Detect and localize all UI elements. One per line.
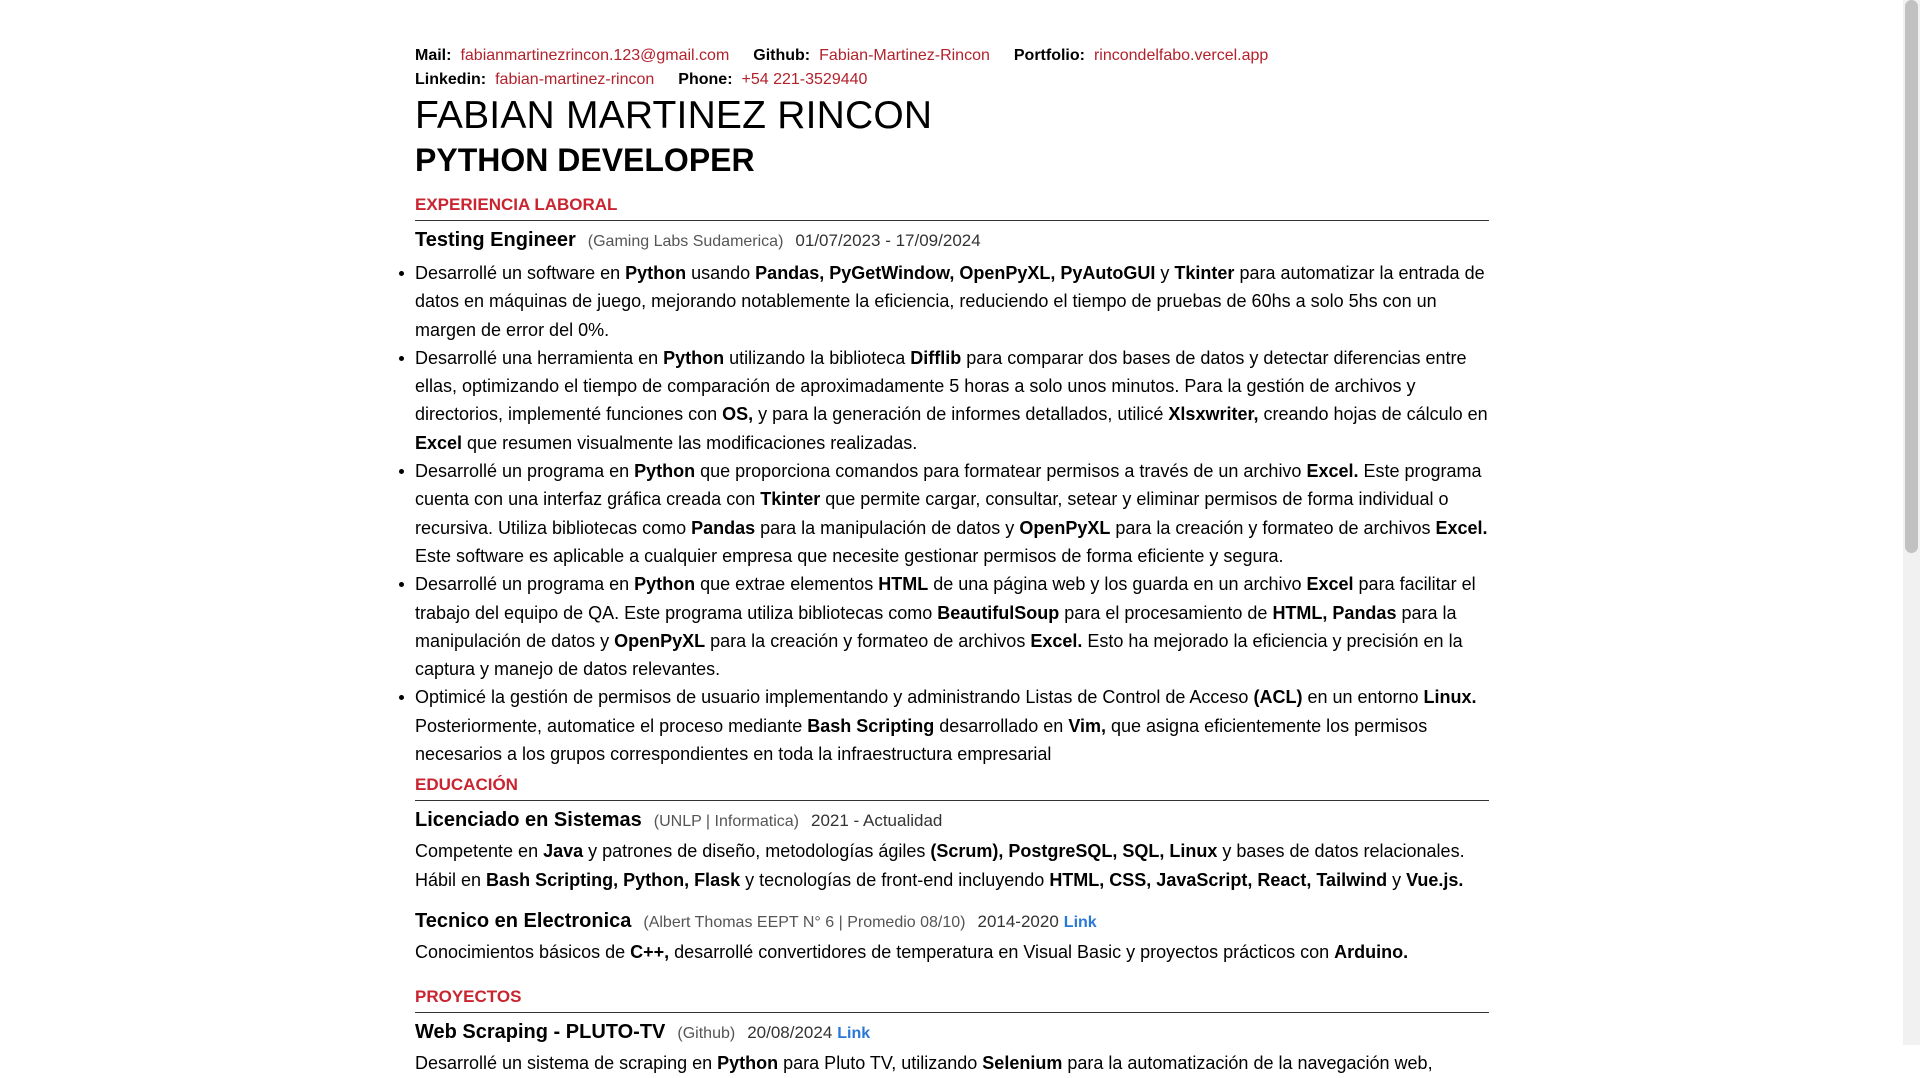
experience-bullet-list	[415, 259, 1489, 768]
highlighted-term: HTML, Pandas	[1272, 602, 1397, 623]
contact-linkedin	[415, 68, 654, 92]
highlighted-term: Bash Scripting	[807, 715, 935, 736]
contact-phone	[678, 68, 867, 92]
text-run: para la manipulación de datos y	[415, 602, 1457, 651]
text-run: Desarrollé una herramienta en	[415, 347, 664, 368]
contact-label: Linkedin:	[415, 71, 487, 88]
experience-bullet	[415, 570, 1489, 683]
contact-label: Mail:	[415, 47, 452, 64]
project-link[interactable]: Link	[837, 1025, 871, 1043]
text-run: que resumen visualmente las modificaciones realizadas.	[462, 432, 918, 453]
text-run: y tecnologías de front-end incluyendo	[740, 869, 1050, 890]
degree-dates: 2021 - Actualidad	[811, 811, 943, 831]
highlighted-term: OpenPyXL	[614, 630, 706, 651]
experience-bullet	[415, 259, 1489, 344]
highlighted-term: (ACL)	[1253, 687, 1303, 708]
experience-bullet	[415, 344, 1489, 457]
project-entry-header	[415, 1017, 1489, 1049]
highlighted-term: Arduino.	[1334, 941, 1409, 962]
text-run: y patrones de diseño, metodologías ágiles	[583, 841, 931, 862]
text-run: que proporciona comandos para formatear permisos a través de un archivo	[695, 461, 1307, 482]
highlighted-term: Python	[625, 263, 687, 283]
job-role: PYTHON DEVELOPER	[415, 142, 755, 178]
scrollbar-thumb[interactable]	[1905, 0, 1918, 553]
project-title: Web Scraping - PLUTO-TV	[415, 1021, 666, 1044]
project-date: 20/08/2024	[747, 1023, 833, 1043]
contact-github	[753, 44, 990, 68]
contact-label: Portfolio:	[1013, 47, 1085, 64]
education-entry-header	[415, 906, 1489, 938]
text-run: para la automatización de la navegación web,	[1062, 1053, 1433, 1074]
highlighted-term: BeautifulSoup	[937, 602, 1060, 623]
email-link[interactable]: fabianmartinezrincon.123@gmail.com	[460, 47, 730, 64]
linkedin-link[interactable]: fabian-martinez-rincon	[495, 71, 655, 88]
highlighted-term: Pandas	[691, 517, 756, 538]
contact-label: Phone:	[678, 71, 733, 88]
highlighted-term: Bash Scripting, Python, Flask	[486, 869, 741, 890]
text-run: y	[1155, 263, 1175, 283]
text-run: para el procesamiento de	[1059, 602, 1273, 623]
contact-mail	[415, 44, 729, 68]
contact-label: Github:	[753, 47, 811, 64]
text-run: que permite cargar, consultar, setear y eliminar permisos de forma individual o recursiva. Utiliza bibliotecas como	[415, 489, 1449, 538]
experience-bullet	[415, 457, 1489, 570]
highlighted-term: Excel.	[1306, 461, 1359, 482]
text-run: Este software es aplicable a cualquier empresa que necesite gestionar permisos de forma eficiente y segura.	[415, 545, 1284, 566]
text-run: para automatizar la entrada de datos en máquinas de juego, mejorando notablemente la eficiencia, reduciendo el tiempo de pruebas de 60hs a solo 5hs con un margen de error del 0%.	[415, 263, 1485, 340]
text-run: que extrae elementos	[695, 574, 879, 595]
degree-institution: (Albert Thomas EEPT N° 6 | Promedio 08/10)	[643, 913, 966, 931]
highlighted-term: Python	[663, 347, 725, 368]
text-run: Desarrollé un software en	[415, 263, 626, 283]
highlighted-term: Pandas, PyGetWindow, OpenPyXL, PyAutoGUI	[755, 263, 1156, 283]
degree-description	[415, 837, 1489, 894]
vertical-scrollbar[interactable]	[1903, 0, 1920, 1045]
text-run: desarrollado en	[934, 715, 1069, 736]
text-run: y bases de datos relacionales. Hábil en	[415, 841, 1465, 890]
highlighted-term: Java	[543, 841, 584, 862]
highlighted-term: C++,	[630, 941, 670, 962]
portfolio-link[interactable]: rincondelfabo.vercel.app	[1093, 47, 1269, 64]
text-run: Desarrollé un programa en	[415, 574, 635, 595]
section-title-experience: EXPERIENCIA LABORAL	[415, 194, 1489, 221]
text-run: Este programa cuenta con una interfaz gráfica creada con	[415, 461, 1482, 510]
highlighted-term: OS,	[722, 404, 754, 425]
text-run: Competente en	[415, 841, 544, 862]
project-source: (Github)	[677, 1025, 736, 1043]
contact-portfolio	[1014, 44, 1268, 68]
section-title-education: EDUCACIÓN	[415, 774, 1489, 801]
highlighted-term: Vue.js.	[1406, 869, 1464, 890]
text-run: para Pluto TV, utilizando	[778, 1053, 983, 1074]
highlighted-term: Tkinter	[1174, 263, 1235, 283]
person-name: FABIAN MARTINEZ RINCON	[415, 94, 933, 137]
highlighted-term: Excel	[1306, 574, 1354, 595]
text-run: para la manipulación de datos y	[755, 517, 1020, 538]
degree-title: Licenciado en Sistemas	[415, 809, 642, 832]
highlighted-term: HTML	[878, 574, 929, 595]
section-title-projects: PROYECTOS	[415, 986, 1489, 1013]
text-run: utilizando la biblioteca	[724, 347, 911, 368]
text-run: Esto ha mejorado la eficiencia y precisión en la captura y manejo de datos relevantes.	[415, 630, 1463, 680]
highlighted-term: Linux.	[1423, 687, 1477, 708]
text-run: para comparar dos bases de datos y detectar diferencias entre ellas, optimizando el tiempo de comparación de aproximadamente 5 horas a solo unos minutos. Para la gestión de archivos y directorios, implementé funciones con	[415, 347, 1467, 425]
highlighted-term: HTML, CSS, JavaScript, React, Tailwind	[1049, 869, 1388, 890]
text-run: y	[1387, 869, 1407, 890]
text-run: para facilitar el trabajo del equipo de QA. Este programa utiliza bibliotecas como	[415, 574, 1476, 623]
text-run: Desarrollé un programa en	[415, 461, 635, 482]
resume-page	[415, 44, 1489, 1078]
education-entry-header	[415, 805, 1489, 837]
text-run: Desarrollé un sistema de scraping en	[415, 1053, 718, 1074]
text-run: para la creación y formateo de archivos	[1110, 517, 1436, 538]
text-run: desarrollé convertidores de temperatura en Visual Basic y proyectos prácticos con	[669, 941, 1335, 962]
highlighted-term: Python	[717, 1053, 779, 1074]
job-company: (Gaming Labs Sudamerica)	[587, 233, 784, 250]
job-dates: 01/07/2023 - 17/09/2024	[795, 231, 981, 250]
degree-institution: (UNLP | Informatica)	[653, 813, 799, 831]
highlighted-term: Python	[634, 461, 696, 482]
job-title: Testing Engineer	[415, 229, 576, 251]
highlighted-term: Excel.	[1435, 517, 1488, 538]
highlighted-term: Excel.	[1030, 630, 1083, 651]
contact-row-2	[415, 68, 1489, 92]
experience-entry-header	[415, 225, 1489, 257]
project-description	[415, 1049, 1489, 1077]
phone-link[interactable]: +54 221-3529440	[741, 71, 868, 88]
text-run: que asigna eficientemente los permisos necesarios a los grupos correspondientes en toda la infraestructura empresarial	[415, 715, 1428, 765]
degree-dates: 2014-2020	[977, 911, 1059, 931]
degree-description	[415, 938, 1489, 966]
experience-bullet	[415, 683, 1489, 768]
text-run: Posteriormente, automatice el proceso mediante	[415, 715, 808, 736]
text-run: y para la generación de informes detallados, utilicé	[753, 404, 1169, 425]
text-run: Conocimientos básicos de	[415, 941, 631, 962]
highlighted-term: Vim,	[1068, 715, 1107, 736]
text-run: en un entorno	[1302, 687, 1424, 708]
highlighted-term: Tkinter	[760, 489, 821, 510]
highlighted-term: Selenium	[982, 1053, 1063, 1074]
degree-title: Tecnico en Electronica	[415, 909, 632, 932]
text-run: creando hojas de cálculo en	[1258, 404, 1488, 425]
highlighted-term: Excel	[415, 432, 463, 453]
highlighted-term: Xlsxwriter,	[1168, 404, 1259, 425]
text-run: para la creación y formateo de archivos	[705, 630, 1031, 651]
text-run: de una página web y los guarda en un archivo	[928, 574, 1307, 595]
github-link[interactable]: Fabian-Martinez-Rincon	[819, 47, 990, 64]
degree-link[interactable]: Link	[1063, 913, 1097, 931]
highlighted-term: (Scrum), PostgreSQL, SQL, Linux	[930, 841, 1218, 862]
highlighted-term: Python	[634, 574, 696, 595]
highlighted-term: Difflib	[910, 347, 962, 368]
text-run: usando	[686, 263, 756, 283]
contact-row-1	[415, 44, 1489, 68]
text-run: Optimicé la gestión de permisos de usuario implementando y administrando Listas de Control de Acceso	[415, 687, 1254, 708]
highlighted-term: OpenPyXL	[1019, 517, 1111, 538]
